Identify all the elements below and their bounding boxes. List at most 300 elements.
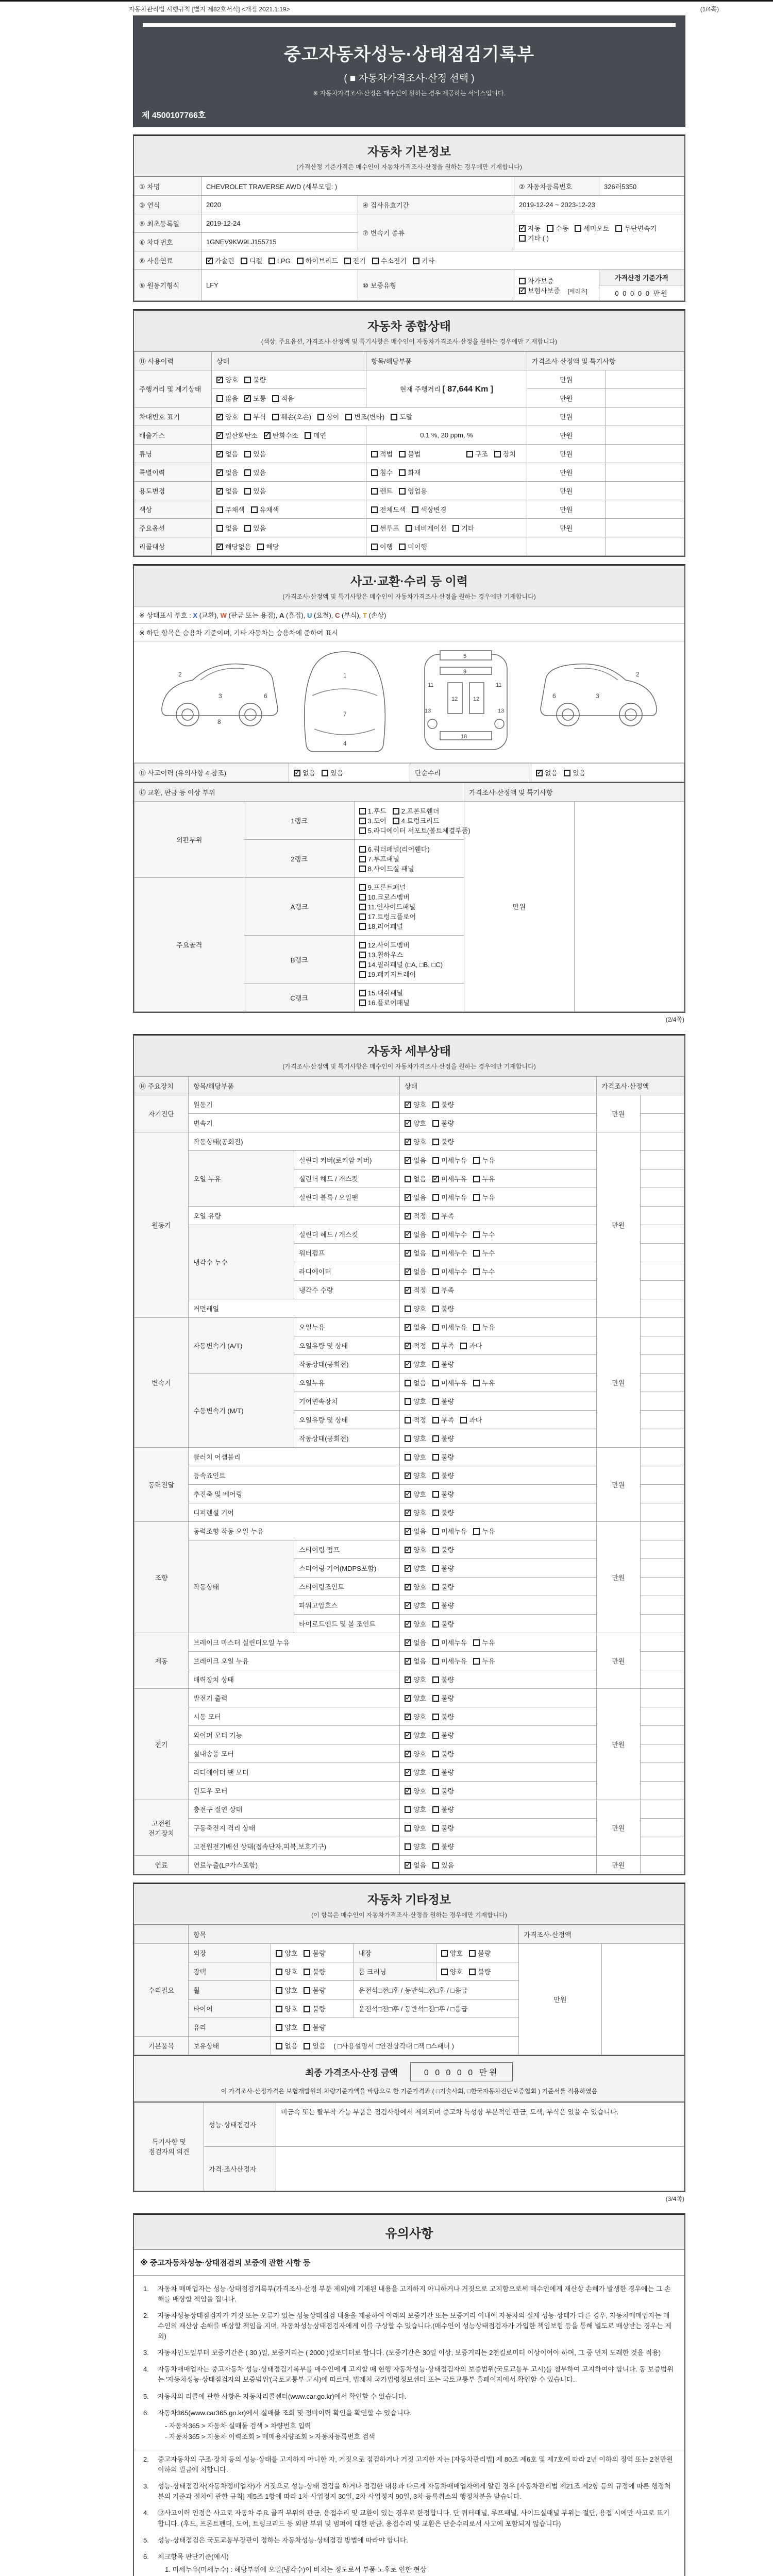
checkbox-12.사이드멤버[interactable] xyxy=(359,942,366,948)
checkbox-불량[interactable] xyxy=(304,1987,310,1994)
checkbox-양호[interactable] xyxy=(405,1825,411,1832)
checkbox-훼손(오손)[interactable] xyxy=(272,414,279,420)
checkbox-불량[interactable] xyxy=(432,1472,439,1479)
option-미세누유 xyxy=(432,1378,467,1387)
option-14.필러패널 (□A, □B, □C) xyxy=(359,959,443,969)
item-group-label: 냉각수 누수 xyxy=(189,1225,294,1299)
checkbox-불량[interactable] xyxy=(304,2006,310,2012)
checkbox-양호[interactable] xyxy=(441,1969,448,1975)
simple-repair-checks xyxy=(536,769,592,777)
checkbox-누수[interactable] xyxy=(473,1268,480,1275)
checkbox-미세누유[interactable] xyxy=(432,1380,439,1386)
checkbox-누수[interactable] xyxy=(473,1250,480,1257)
checkbox-해당[interactable] xyxy=(257,544,264,550)
checkbox-누유[interactable] xyxy=(473,1157,480,1164)
status-checks xyxy=(405,1379,501,1387)
checkbox-label: 양호 xyxy=(449,1968,463,1976)
option-불량 xyxy=(432,1545,454,1554)
checkbox-불량[interactable] xyxy=(432,1491,439,1498)
checkbox-세미오토[interactable] xyxy=(575,225,581,232)
checkbox-불량[interactable] xyxy=(432,1806,439,1813)
checkbox-미세누수[interactable] xyxy=(432,1268,439,1275)
checkbox-없음[interactable] xyxy=(405,1380,411,1386)
checkbox-15.대쉬패널[interactable] xyxy=(359,990,366,996)
checkbox-label: 양호 xyxy=(449,1950,463,1957)
checkbox-label: 적음 xyxy=(281,395,294,402)
checkbox-썬루프[interactable] xyxy=(371,525,378,532)
checkbox-적정[interactable] xyxy=(405,1343,411,1349)
checkbox-양호[interactable] xyxy=(405,1565,411,1572)
checkbox-침수[interactable] xyxy=(371,469,378,476)
checkbox-불량[interactable] xyxy=(432,1120,439,1127)
checkbox-미세누유[interactable] xyxy=(432,1639,439,1646)
checkbox-없음[interactable] xyxy=(405,1176,411,1182)
checkbox-6.쿼터패널(리어휀다)[interactable] xyxy=(359,846,366,853)
checkbox-없음[interactable] xyxy=(536,770,543,776)
checkbox-1.후드[interactable] xyxy=(359,808,366,815)
checkbox-없음[interactable] xyxy=(405,1268,411,1275)
option-수소전기 xyxy=(372,256,407,265)
usage-label: 색상 xyxy=(135,500,212,519)
checkbox-양호[interactable] xyxy=(405,1491,411,1498)
checkbox-없음[interactable] xyxy=(405,1862,411,1869)
checkbox-label: 불량 xyxy=(441,1824,455,1832)
checkbox-19.패키지트레이[interactable] xyxy=(359,971,366,978)
checkbox-label: 불량 xyxy=(441,1583,455,1591)
checkbox-양호[interactable] xyxy=(405,1454,411,1461)
notice-number: 1. xyxy=(143,2284,149,2293)
checkbox-4.트렁크리드[interactable] xyxy=(393,818,399,824)
checkbox-양호[interactable] xyxy=(405,1510,411,1516)
checkbox-양호[interactable] xyxy=(405,1547,411,1553)
checkbox-양호[interactable] xyxy=(405,1361,411,1368)
checkbox-불량[interactable] xyxy=(432,1101,439,1108)
notices-list-1 xyxy=(134,2276,684,2450)
checkbox-9.프론트패널[interactable] xyxy=(359,884,366,891)
checkbox-수소전기[interactable] xyxy=(372,258,379,264)
item-label: 디퍼렌셜 기어 xyxy=(189,1503,400,1522)
option-불량 xyxy=(432,1786,454,1795)
checkbox-양호[interactable] xyxy=(405,1843,411,1850)
checkbox-5.라디에이터 서포트(볼트체결부품)[interactable] xyxy=(359,827,366,834)
price-cell: 만원 xyxy=(597,1856,641,1874)
checkbox-양호[interactable] xyxy=(216,414,223,420)
checkbox-기타 ( )[interactable] xyxy=(519,235,526,242)
checkbox-label: 있음 xyxy=(330,769,344,777)
checkbox-label: 많음 xyxy=(225,395,239,402)
status-cell xyxy=(400,1856,597,1874)
checkbox-label: 불량 xyxy=(441,1620,455,1628)
price-cell: 만원 xyxy=(527,426,606,445)
checkbox-불량[interactable] xyxy=(469,1969,476,1975)
checkbox-label: 18.리어패널 xyxy=(367,923,404,930)
checkbox-영업용[interactable] xyxy=(399,488,406,495)
status-checks xyxy=(405,1212,460,1220)
status-code-legend xyxy=(134,606,684,624)
note-cell xyxy=(641,1503,684,1522)
checkbox-불량[interactable] xyxy=(432,1788,439,1794)
checkbox-label: LPG xyxy=(277,257,291,265)
checkbox-양호[interactable] xyxy=(276,2006,282,2012)
checkbox-매연[interactable] xyxy=(305,432,311,439)
checkbox-있음[interactable] xyxy=(432,1862,439,1869)
status-checks xyxy=(405,1787,460,1795)
transmission-checkboxes xyxy=(519,225,663,242)
note-cell xyxy=(641,1670,684,1689)
checkbox-과다[interactable] xyxy=(460,1417,467,1423)
checkbox-불량[interactable] xyxy=(432,1769,439,1776)
checkbox-양호[interactable] xyxy=(405,1695,411,1702)
checkbox-없음[interactable] xyxy=(216,451,223,457)
checkbox-없음[interactable] xyxy=(216,488,223,495)
status-code-A: A xyxy=(279,612,284,619)
checkbox-누유[interactable] xyxy=(473,1194,480,1201)
checkbox-미이행[interactable] xyxy=(399,544,406,550)
checkbox-없음[interactable] xyxy=(405,1194,411,1201)
checkbox-일산화탄소[interactable] xyxy=(216,432,223,439)
checkbox-부족[interactable] xyxy=(432,1343,439,1349)
checkbox-양호[interactable] xyxy=(405,1101,411,1108)
checkbox-렌트[interactable] xyxy=(371,488,378,495)
checkbox-불량[interactable] xyxy=(432,1584,439,1590)
checkbox-불량[interactable] xyxy=(432,1510,439,1516)
checkbox-10.크로스멤버[interactable] xyxy=(359,894,366,901)
note-cell xyxy=(641,1355,684,1374)
exchange-price-header: 가격조사·산정액 및 특기사항 xyxy=(464,783,684,802)
section-notices xyxy=(133,2213,685,2576)
checkbox-디젤[interactable] xyxy=(241,258,247,264)
checkbox-label: 과다 xyxy=(469,1342,482,1350)
checkbox-11.인사이드패널[interactable] xyxy=(359,904,366,910)
checkbox-많음[interactable] xyxy=(216,395,223,402)
checkbox-네비게이션[interactable] xyxy=(406,525,412,532)
checkbox-불량[interactable] xyxy=(304,1950,310,1957)
final-price-value: 0 0 0 0 0 만원 xyxy=(410,2062,513,2081)
checkbox-무단변속기[interactable] xyxy=(615,225,622,232)
checkbox-미세누유[interactable] xyxy=(432,1324,439,1331)
checkbox-양호[interactable] xyxy=(276,1987,282,1994)
checkbox-누유[interactable] xyxy=(473,1639,480,1646)
checkbox-전기[interactable] xyxy=(344,258,351,264)
checkbox-불량[interactable] xyxy=(432,1621,439,1628)
checkbox-14.필러패널 (□A, □B, □C)[interactable] xyxy=(359,961,366,968)
checkbox-3.도어[interactable] xyxy=(359,818,366,824)
option-없음 xyxy=(405,1266,426,1276)
checkbox-적정[interactable] xyxy=(405,1417,411,1423)
checkbox-18.리어패널[interactable] xyxy=(359,923,366,930)
checkbox-불량[interactable] xyxy=(304,2024,310,2031)
checkbox-자가보증[interactable] xyxy=(519,278,526,284)
checkbox-양호[interactable] xyxy=(405,1435,411,1442)
checkbox-양호[interactable] xyxy=(405,1584,411,1590)
checkbox-기타[interactable] xyxy=(452,525,459,532)
checkbox-보험사보증[interactable] xyxy=(519,287,526,294)
note-cell xyxy=(641,1132,684,1151)
option-훼손(오손) xyxy=(272,412,311,421)
checkbox-있음[interactable] xyxy=(322,770,328,776)
status-checks xyxy=(405,1231,501,1239)
checkbox-16.플로어패널[interactable] xyxy=(359,999,366,1006)
part-cell xyxy=(366,500,527,519)
etc-item-label: 유리 xyxy=(189,2018,271,2037)
price-cell: 만원 xyxy=(464,802,574,1012)
checkbox-변조(변타)[interactable] xyxy=(345,414,352,420)
checkbox-label: 누유 xyxy=(482,1175,495,1183)
checkbox-label: 불량 xyxy=(441,1120,455,1127)
note-cell xyxy=(641,1707,684,1726)
checkbox-가솔린[interactable] xyxy=(206,258,213,264)
checkbox-탄화수소[interactable] xyxy=(264,432,271,439)
note-cell xyxy=(641,1763,684,1782)
option-불법 xyxy=(399,449,421,459)
checkbox-불량[interactable] xyxy=(432,1398,439,1405)
page-marker-3: (3/4쪽) xyxy=(665,2195,684,2202)
checkbox-불량[interactable] xyxy=(244,377,251,383)
checkbox-불량[interactable] xyxy=(432,1714,439,1720)
checkbox-있음[interactable] xyxy=(244,469,251,476)
checkbox-없음[interactable] xyxy=(405,1639,411,1646)
option-11.인사이드패널 xyxy=(359,902,415,911)
checkbox-보통[interactable] xyxy=(244,395,251,402)
note-cell xyxy=(641,1596,684,1615)
checkbox-없음[interactable] xyxy=(405,1324,411,1331)
checkbox-양호[interactable] xyxy=(405,1676,411,1683)
checkbox-장치[interactable] xyxy=(494,451,501,457)
checkbox-부족[interactable] xyxy=(432,1417,439,1423)
checkbox-부족[interactable] xyxy=(432,1287,439,1294)
notice-text: 자동차인도일부터 보증기간은 ( 30 )일, 보증거리는 ( 2000 )킬로미터로 합니다. (보증기간은 30일 이상, 보증거리는 2천킬로미터 이상이어야 하며, 그 중 먼저 도래한 것을 적용) xyxy=(158,2349,661,2357)
checkbox-불량[interactable] xyxy=(432,1825,439,1832)
checkbox-양호[interactable] xyxy=(405,1621,411,1628)
checkbox-미세누유[interactable] xyxy=(432,1194,439,1201)
checkbox-양호[interactable] xyxy=(441,1950,448,1957)
item-label: 와이퍼 모터 기능 xyxy=(189,1726,400,1744)
checkbox-누유[interactable] xyxy=(473,1658,480,1665)
rank-items xyxy=(354,936,464,984)
checkbox-양호[interactable] xyxy=(405,1769,411,1776)
mileage-prefix: 현재 주행거리 xyxy=(399,385,443,393)
checkbox-불량[interactable] xyxy=(432,1732,439,1739)
checkbox-불량[interactable] xyxy=(432,1676,439,1683)
checkbox-양호[interactable] xyxy=(405,1788,411,1794)
note-cell xyxy=(606,519,684,537)
checkbox-있음[interactable] xyxy=(304,2043,310,2049)
basic-info-subtitle: (가격산정 기준가격은 매수인이 자동차가격조사·산정을 원하는 경우에만 기재합니다) xyxy=(296,163,522,171)
checkbox-불량[interactable] xyxy=(432,1435,439,1442)
notice-number: 3. xyxy=(143,2349,149,2357)
checkbox-미세누수[interactable] xyxy=(432,1231,439,1238)
notice-subitem: 1. 미세누유(미세누수) : 해당부위에 오일(냉각수)이 비치는 정도로서 부품 노후로 인한 현상 xyxy=(165,2566,427,2574)
checkbox-label: 9.프론트패널 xyxy=(367,884,406,891)
checkbox-불량[interactable] xyxy=(432,1843,439,1850)
checkbox-없음[interactable] xyxy=(405,1528,411,1535)
status-cell xyxy=(400,1170,597,1188)
checkbox-양호[interactable] xyxy=(405,1806,411,1813)
checkbox-이행[interactable] xyxy=(371,544,378,550)
checkbox-label: 불량 xyxy=(478,1968,491,1976)
checkbox-양호[interactable] xyxy=(405,1306,411,1312)
checkbox-미세누유[interactable] xyxy=(432,1157,439,1164)
status-cell xyxy=(400,1281,597,1299)
status-cell xyxy=(212,482,366,500)
checkbox-불량[interactable] xyxy=(432,1547,439,1553)
checkbox-불량[interactable] xyxy=(469,1950,476,1957)
checkbox-8.사이드실 패널[interactable] xyxy=(359,866,366,872)
checkbox-있음[interactable] xyxy=(244,451,251,457)
notice-item xyxy=(136,2280,682,2307)
item-label: 브레이크 마스터 실린더오일 누유 xyxy=(189,1633,400,1652)
checkbox-없음[interactable] xyxy=(405,1157,411,1164)
checkbox-부족[interactable] xyxy=(432,1213,439,1219)
option-15.대쉬패널 xyxy=(359,988,403,997)
status-checks xyxy=(216,469,272,477)
transmission-label: ⑦ 변속기 종류 xyxy=(358,214,514,251)
item-label: 커먼레일 xyxy=(189,1299,400,1318)
checkbox-적정[interactable] xyxy=(405,1213,411,1219)
checkbox-미세누유[interactable] xyxy=(432,1176,439,1182)
checkbox-전체도색[interactable] xyxy=(371,506,378,513)
checkbox-누유[interactable] xyxy=(473,1528,480,1535)
checkbox-label: 14.필러패널 (□A, □B, □C) xyxy=(367,961,443,969)
checkbox-불량[interactable] xyxy=(432,1695,439,1702)
checkbox-LPG[interactable] xyxy=(268,258,275,264)
etc-extra-text: 운전석□전□후 / 동반석□전□후 / □응급 xyxy=(354,1981,519,1999)
checkbox-누유[interactable] xyxy=(473,1380,480,1386)
status-cell xyxy=(212,537,366,556)
basic-info-title: 자동차 기본정보 xyxy=(367,145,451,158)
checkbox-적정[interactable] xyxy=(405,1287,411,1294)
checkbox-과다[interactable] xyxy=(460,1343,467,1349)
checkbox-label: 있음 xyxy=(253,487,266,495)
etc-item-label: 타이어 xyxy=(189,1999,271,2018)
reg-no-label: ② 자동차등록번호 xyxy=(514,177,599,196)
notice-item xyxy=(136,2477,682,2504)
option-18.리어패널 xyxy=(359,921,403,931)
checkbox-label: 양호 xyxy=(225,376,239,384)
checkbox-양호[interactable] xyxy=(405,1602,411,1609)
checkbox-미세누수[interactable] xyxy=(432,1250,439,1257)
checkbox-없음[interactable] xyxy=(405,1250,411,1257)
checkbox-양호[interactable] xyxy=(405,1732,411,1739)
checkbox-양호[interactable] xyxy=(405,1751,411,1757)
checkbox-label: 이행 xyxy=(380,543,393,551)
basic-info-banner xyxy=(134,136,684,177)
etc-checks-2 xyxy=(441,1950,497,1957)
checkbox-불량[interactable] xyxy=(432,1751,439,1757)
option-불량 xyxy=(432,1470,454,1480)
checkbox-양호[interactable] xyxy=(216,377,223,383)
price-cell: 만원 xyxy=(527,482,606,500)
checkbox-무채색[interactable] xyxy=(216,506,223,513)
checkbox-17.트렁크플로어[interactable] xyxy=(359,913,366,920)
detail-title: 자동차 세부상태 xyxy=(367,1044,451,1058)
status-checks xyxy=(405,1398,460,1405)
checkbox-양호[interactable] xyxy=(405,1120,411,1127)
svg-text:9: 9 xyxy=(463,669,467,675)
checkbox-label: 누유 xyxy=(482,1639,495,1647)
base-price-cell xyxy=(599,270,684,301)
checkbox-불량[interactable] xyxy=(432,1602,439,1609)
checkbox-화재[interactable] xyxy=(399,469,406,476)
option-불량 xyxy=(304,2022,325,2032)
checkbox-색상변경[interactable] xyxy=(412,506,418,513)
option-양호 xyxy=(405,1711,426,1721)
option-양호 xyxy=(276,2022,297,2032)
checkbox-미세누유[interactable] xyxy=(432,1658,439,1665)
option-전기 xyxy=(344,256,366,265)
checkbox-불량[interactable] xyxy=(432,1139,439,1145)
checkbox-2.프론트휀더[interactable] xyxy=(393,808,399,815)
checkbox-양호[interactable] xyxy=(405,1139,411,1145)
option-부족 xyxy=(432,1285,454,1295)
checkbox-있음[interactable] xyxy=(244,488,251,495)
status-checks xyxy=(405,1101,460,1109)
checkbox-label: 불량 xyxy=(441,1694,455,1702)
status-checks xyxy=(405,1120,460,1127)
checkbox-label: 보험사보증 xyxy=(528,286,560,295)
option-누유 xyxy=(473,1526,495,1536)
checkbox-없음[interactable] xyxy=(294,770,300,776)
checkbox-적법[interactable] xyxy=(371,451,378,457)
checkbox-label: 미세누유 xyxy=(441,1175,467,1183)
checkbox-label: 침수 xyxy=(380,469,393,477)
accident-note2: ※ 하단 항목은 승용차 기준이며, 기타 자동차는 승용차에 준하여 표시 xyxy=(134,624,684,641)
checkbox-label: 양호 xyxy=(413,1676,427,1684)
checkbox-불량[interactable] xyxy=(432,1454,439,1461)
checkbox-도말[interactable] xyxy=(391,414,397,420)
checkbox-불량[interactable] xyxy=(432,1565,439,1572)
checkbox-7.루프패널[interactable] xyxy=(359,856,366,862)
checkbox-양호[interactable] xyxy=(276,2024,282,2031)
checkbox-부식[interactable] xyxy=(244,414,251,420)
checkbox-없음[interactable] xyxy=(405,1658,411,1665)
option-없음 xyxy=(536,768,558,777)
checkbox-없음[interactable] xyxy=(216,525,223,532)
checkbox-하이브리드[interactable] xyxy=(297,258,304,264)
checkbox-양호[interactable] xyxy=(405,1398,411,1405)
option-네비게이션 xyxy=(406,523,447,533)
checkbox-양호[interactable] xyxy=(405,1472,411,1479)
checkbox-상이[interactable] xyxy=(317,414,324,420)
checkbox-양호[interactable] xyxy=(276,1950,282,1957)
checkbox-label: 부족 xyxy=(441,1212,455,1220)
checkbox-양호[interactable] xyxy=(276,1969,282,1975)
checkbox-수동[interactable] xyxy=(547,225,553,232)
checkbox-불량[interactable] xyxy=(432,1361,439,1368)
checkbox-불량[interactable] xyxy=(432,1306,439,1312)
checkbox-누수[interactable] xyxy=(473,1231,480,1238)
checkbox-있음[interactable] xyxy=(564,770,570,776)
checkbox-누유[interactable] xyxy=(473,1176,480,1182)
checkbox-없음[interactable] xyxy=(405,1231,411,1238)
option-전체도색 xyxy=(371,504,406,514)
checkbox-없음[interactable] xyxy=(216,469,223,476)
checkbox-불량[interactable] xyxy=(304,1969,310,1975)
checkbox-있음[interactable] xyxy=(244,525,251,532)
checkbox-없음[interactable] xyxy=(276,2043,282,2049)
checkbox-해당없음[interactable] xyxy=(216,544,223,550)
checkbox-불법[interactable] xyxy=(399,451,406,457)
checkbox-기타[interactable] xyxy=(413,258,419,264)
checkbox-유채색[interactable] xyxy=(251,506,258,513)
checkbox-누유[interactable] xyxy=(473,1324,480,1331)
checkbox-미세누유[interactable] xyxy=(432,1528,439,1535)
checkbox-13.휠하우스[interactable] xyxy=(359,952,366,958)
checkbox-양호[interactable] xyxy=(405,1714,411,1720)
checkbox-구조[interactable] xyxy=(466,451,473,457)
checkbox-적음[interactable] xyxy=(272,395,279,402)
checkbox-자동[interactable] xyxy=(519,225,526,232)
